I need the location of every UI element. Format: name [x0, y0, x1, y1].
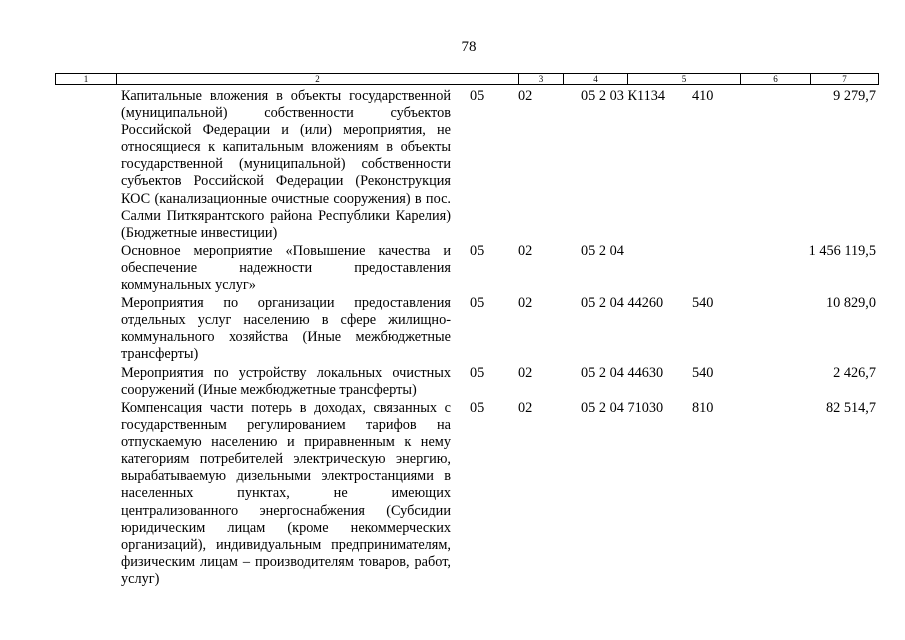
row-name: Капитальные вложения в объекты государственной (муниципальной) собственности субъектов Российской Федерации и (или) мероприятия, не относящиеся к капитальным вложениям в объекты государственной (муниципальной) собственности субъектов Российской Федерации (Реконструкция КОС (канализационные очистные сооружения) в пос. Салми Питкярантского района Республики Карелия) (Бюджетные инвестиции) — [121, 88, 451, 241]
row-expense-type: 410 — [692, 88, 714, 104]
row-expense-type: 810 — [692, 400, 714, 416]
header-col-1: 1 — [56, 74, 117, 84]
row-expense-type: 540 — [692, 295, 714, 311]
row-amount: 2 426,7 — [833, 365, 876, 381]
header-col-2: 2 — [117, 74, 519, 84]
row-target: 05 2 03 К1134 — [581, 88, 666, 104]
row-section: 05 — [470, 88, 485, 104]
row-amount: 82 514,7 — [825, 400, 876, 416]
header-col-7: 7 — [842, 74, 847, 84]
row-target: 05 2 04 71030 — [581, 400, 664, 416]
row-section: 05 — [470, 243, 485, 259]
row-name: Компенсация части потерь в доходах, связанных с государственным регулированием тарифов на отпускаемую населению и приравненным к нему категориям потребителей электрическую энергию, вырабатываемую дизельными электростанциями в населенных пунктах, не имеющих централизованного энергоснабжения (Субсидии юридическим лицам (кроме некоммерческих организаций), индивидуальным предпринимателям, физическим лицам – производителям товаров, работ, услуг) — [121, 400, 451, 587]
table-header-row — [55, 73, 879, 85]
row-subsection: 02 — [518, 295, 533, 311]
row-name: Мероприятия по устройству локальных очистных сооружений (Иные межбюджетные трансферты) — [121, 365, 451, 399]
row-name: Основное мероприятие «Повышение качества и обеспечение надежности предоставления коммунальных услуг» — [121, 243, 451, 294]
row-section: 05 — [470, 365, 485, 381]
row-name: Мероприятия по организации предоставления отдельных услуг населению в сфере жилищно-коммунального хозяйства (Иные межбюджетные трансферты) — [121, 295, 451, 363]
row-target: 05 2 04 44260 — [581, 295, 664, 311]
row-target: 05 2 04 — [581, 243, 624, 259]
row-target: 05 2 04 44630 — [581, 365, 664, 381]
row-subsection: 02 — [518, 400, 533, 416]
row-section: 05 — [470, 295, 485, 311]
page-number: 78 — [461, 39, 477, 55]
row-subsection: 02 — [518, 243, 533, 259]
header-col-4: 4 — [564, 74, 628, 84]
row-subsection: 02 — [518, 88, 533, 104]
row-amount: 1 456 119,5 — [808, 243, 876, 259]
header-col-6: 6 — [741, 74, 811, 84]
row-section: 05 — [470, 400, 485, 416]
row-amount: 9 279,7 — [833, 88, 876, 104]
row-expense-type: 540 — [692, 365, 714, 381]
header-col-3: 3 — [519, 74, 564, 84]
row-amount: 10 829,0 — [825, 295, 876, 311]
header-col-5: 5 — [628, 74, 741, 84]
row-subsection: 02 — [518, 365, 533, 381]
